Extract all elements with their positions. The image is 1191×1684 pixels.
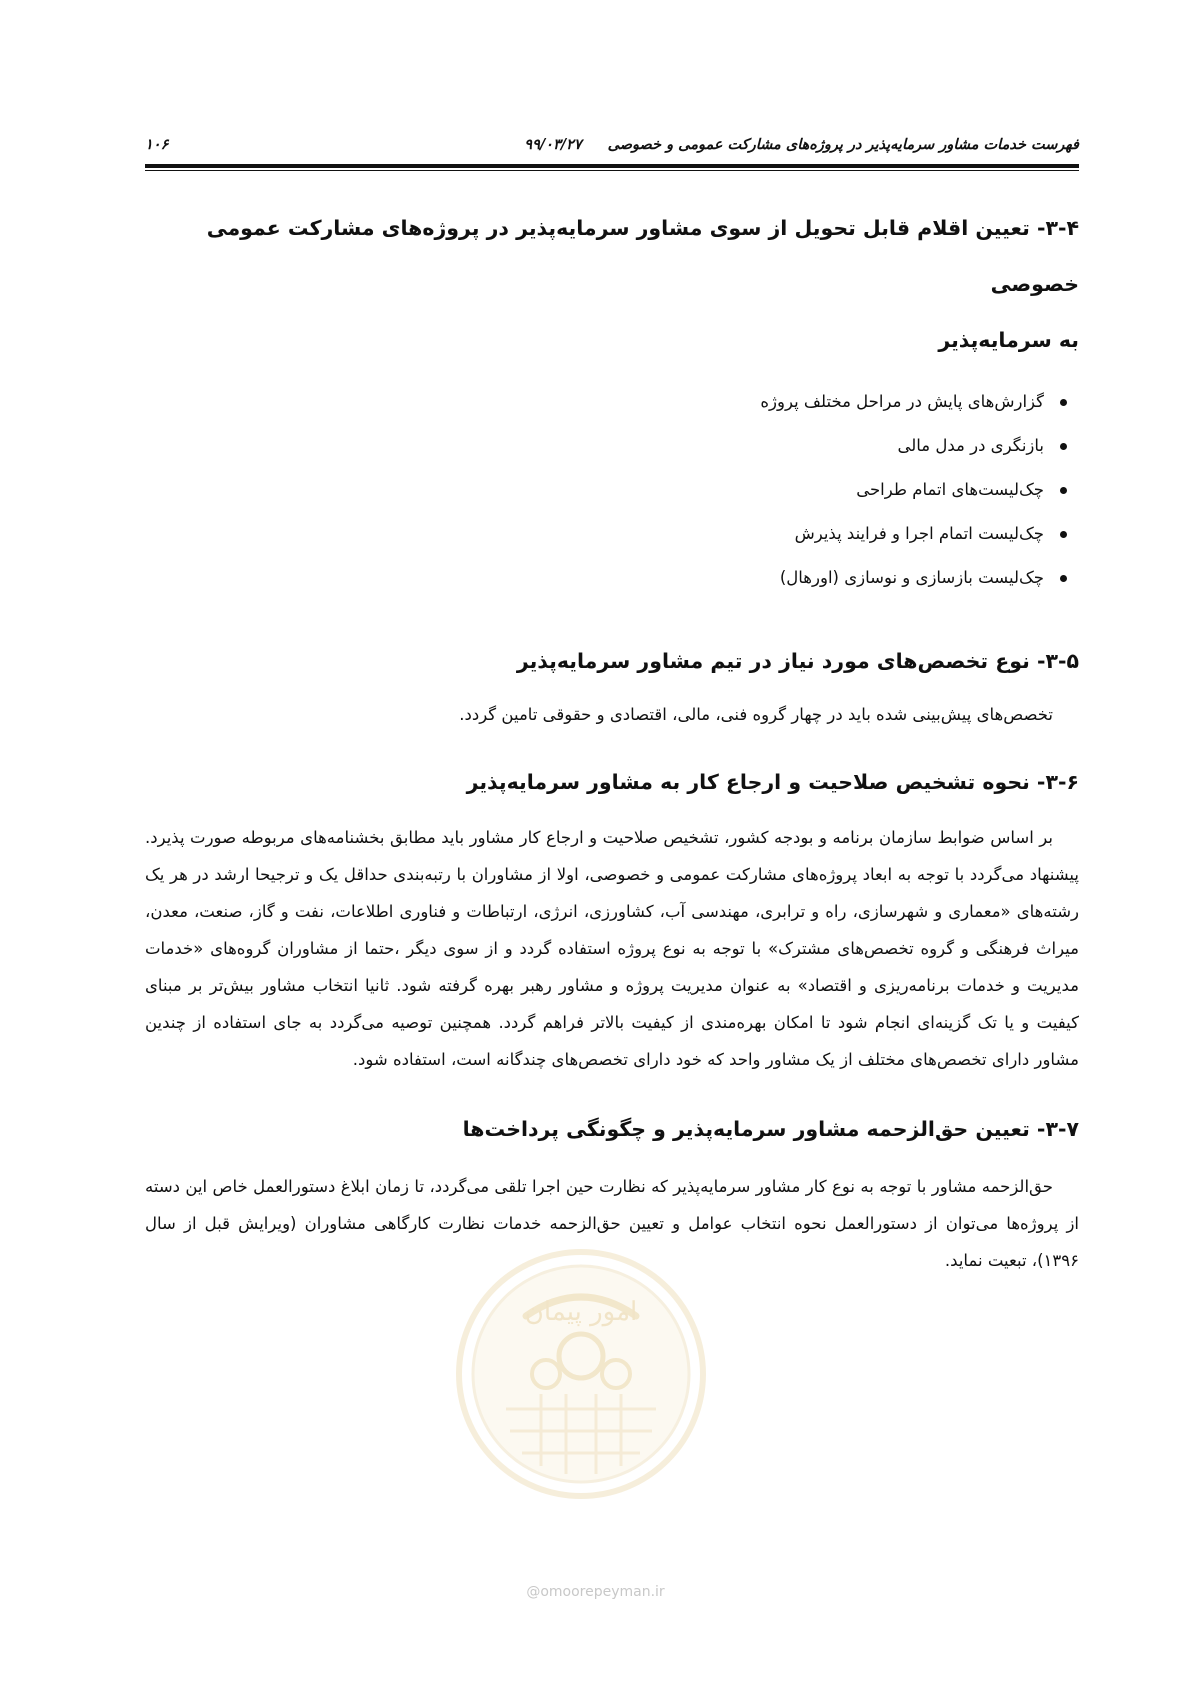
section-7-heading: ۳-۷- تعیین حق‌الزحمه مشاور سرمایه‌پذیر و چگونگی پرداخت‌ها [462, 1117, 1079, 1141]
section-5-heading: ۳-۵- نوع تخصص‌های مورد نیاز در تیم مشاور سرمایه‌پذیر [516, 649, 1079, 673]
section-5-paragraph: تخصص‌های پیش‌بینی شده باید در چهار گروه فنی، مالی، اقتصادی و حقوقی تامین گردد. [459, 705, 1053, 724]
header-rule-thin [145, 170, 1079, 171]
list-item-text: چک‌لیست‌های اتمام طراحی [856, 480, 1044, 499]
bullet-icon [1060, 575, 1067, 582]
section-4-heading-line2: به سرمایه‌پذیر [938, 328, 1079, 352]
list-item-text: چک‌لیست اتمام اجرا و فرایند پذیرش [794, 524, 1044, 543]
header-run [524, 136, 1079, 153]
list-item [145, 468, 1067, 512]
header-date: ۹۹/۰۳/۲۷ [524, 135, 582, 153]
at-icon: @ [526, 1584, 541, 1600]
bullet-icon [1060, 399, 1067, 406]
section-4-heading [145, 200, 1079, 368]
bullet-icon [1060, 443, 1067, 450]
section-7-paragraph: حق‌الزحمه مشاور با توجه به نوع کار مشاور سرمایه‌پذیر که نظارت حین اجرا تلقی می‌گردد، تا زمان ابلاغ دستورالعمل خاص این دسته از پروژه‌ها می‌توان از دستورالعمل نحوه انتخاب عوامل و تعیین حق‌الزحمه خدمات نظارت کارگاهی مشاوران (ویرایش قبل از سال ۱۳۹۶)، تبعیت نماید. [145, 1177, 1079, 1270]
section-4-heading-line1: ۳-۴- تعیین اقلام قابل تحویل از سوی مشاور سرمایه‌پذیر در پروژه‌های مشارکت عمومی خصوصی [206, 216, 1079, 296]
page-number: ۱۰۶ [145, 135, 169, 153]
header-rule-thick [145, 164, 1079, 168]
watermark-site [0, 1584, 1191, 1600]
watermark-logo-text: امور پیمان [524, 1297, 638, 1327]
list-item [145, 512, 1067, 556]
page-content [145, 200, 1079, 1279]
deliverables-list [145, 380, 1079, 600]
running-header [145, 132, 1079, 156]
watermark-logo [446, 1234, 716, 1514]
watermark-site-text: omoorepeyman.ir [540, 1584, 665, 1600]
list-item-text: بازنگری در مدل مالی [897, 436, 1044, 455]
bullet-icon [1060, 487, 1067, 494]
list-item-text: گزارش‌های پایش در مراحل مختلف پروژه [760, 392, 1044, 411]
list-item [145, 424, 1067, 468]
bullet-icon [1060, 531, 1067, 538]
section-6-heading: ۳-۶- نحوه تشخیص صلاحیت و ارجاع کار به مشاور سرمایه‌پذیر [466, 770, 1079, 794]
list-item [145, 556, 1067, 600]
list-item-text: چک‌لیست بازسازی و نوسازی (اورهال) [779, 568, 1044, 587]
list-item [145, 380, 1067, 424]
header-title: فهرست خدمات مشاور سرمایه‌پذیر در پروژه‌های مشارکت عمومی و خصوصی [607, 135, 1079, 153]
section-6-paragraph: بر اساس ضوابط سازمان برنامه و بودجه کشور، تشخیص صلاحیت و ارجاع کار مشاور باید مطابق بخشنامه‌های مربوطه صورت پذیرد. پیشنهاد می‌گردد با توجه به ابعاد پروژه‌های مشارکت عمومی و خصوصی، اولا از مشاوران با رتبه‌بندی حداقل یک و ترجیحا ارشد در هر یک رشته‌های «معماری و شهرسازی، راه و ترابری، مهندسی آب، کشاورزی، انرژی، ارتباطات و فناوری اطلاعات، نفت و گاز، صنعت، معدن، میراث فرهنگی و گروه تخصص‌های مشترک» با توجه به نوع پروژه استفاده گردد و از سوی دیگر ،حتما از مشاوران گروه‌های «خدمات مدیریت و خدمات برنامه‌ریزی و اقتصاد» به عنوان مدیریت پروژه و مشاور رهبر بهره گرفته شود. ثانیا انتخاب مشاور بیش‌تر بر مبنای کیفیت و یا تک گزینه‌ای انجام شود تا امکان بهره‌مندی از کیفیت بالاتر فراهم گردد. همچنین توصیه می‌گردد به جای استفاده از چندین مشاور دارای تخصص‌های مختلف از یک مشاور واحد که خود دارای تخصص‌های چندگانه است، استفاده شود. [145, 828, 1079, 1069]
